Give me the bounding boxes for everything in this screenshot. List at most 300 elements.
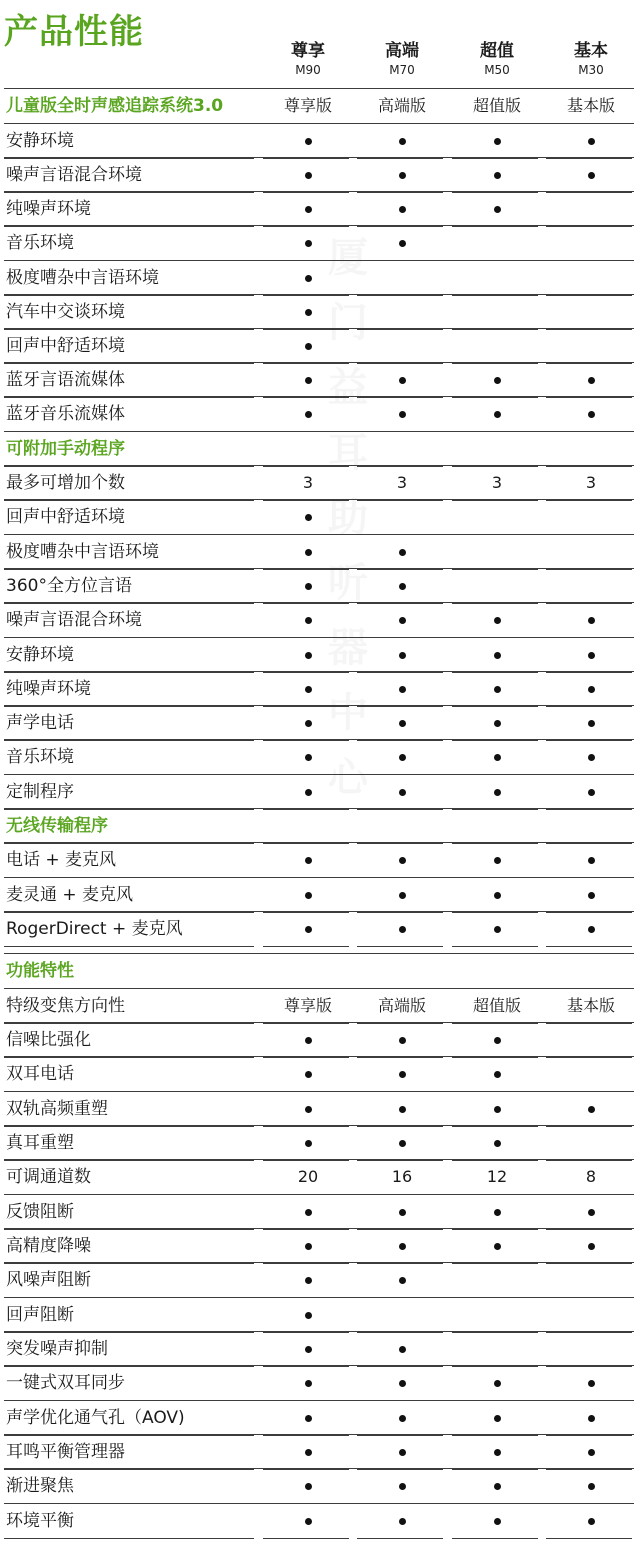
cell-value <box>357 809 447 843</box>
cell-value: 12 <box>486 1167 508 1186</box>
cell-underline <box>546 226 632 227</box>
cell-underline <box>357 672 443 673</box>
row-underline <box>4 1263 254 1264</box>
bullet-icon <box>494 720 501 727</box>
cell-underline <box>452 1366 538 1367</box>
supported-dot-icon <box>357 1195 447 1229</box>
row-underline <box>4 534 254 535</box>
supported-dot-icon <box>357 638 447 672</box>
cell-underline <box>357 500 443 501</box>
cell-underline <box>452 706 538 707</box>
cell-underline <box>452 397 538 398</box>
row-underline <box>4 1297 254 1298</box>
supported-dot-icon <box>452 363 542 397</box>
cell-underline <box>452 1126 538 1127</box>
cell-value <box>452 569 542 603</box>
cell-underline <box>357 706 443 707</box>
column-header-model: M50 <box>484 63 510 77</box>
supported-dot-icon <box>263 1332 353 1366</box>
bullet-icon <box>588 1106 595 1113</box>
cell-underline <box>263 534 349 535</box>
cell-underline <box>546 1435 632 1436</box>
cell-underline <box>452 534 538 535</box>
cell-underline <box>546 988 632 989</box>
cell-underline <box>452 740 538 741</box>
supported-dot-icon <box>546 672 636 706</box>
cell-underline <box>452 260 538 261</box>
bullet-icon <box>494 138 501 145</box>
cell-value <box>546 1263 636 1297</box>
cell-underline <box>546 329 632 330</box>
cell-value <box>546 261 636 295</box>
feature-label: 麦灵通 + 麦克风 <box>6 885 134 905</box>
cell-underline <box>357 1194 443 1195</box>
cell-value <box>452 226 542 260</box>
cell-underline <box>546 260 632 261</box>
cell-underline <box>357 534 443 535</box>
bullet-icon <box>588 1449 595 1456</box>
cell-underline <box>546 706 632 707</box>
feature-label: 渐进聚焦 <box>6 1476 74 1496</box>
supported-dot-icon <box>452 775 542 809</box>
feature-label: 音乐环境 <box>6 233 74 253</box>
column-header <box>263 40 353 86</box>
cell-underline <box>452 877 538 878</box>
bullet-icon <box>588 892 595 899</box>
supported-dot-icon <box>357 740 447 774</box>
bullet-icon <box>305 1277 312 1284</box>
bullet-icon <box>588 377 595 384</box>
supported-dot-icon <box>263 1195 353 1229</box>
supported-dot-icon <box>263 843 353 877</box>
feature-label: 声学电话 <box>6 713 74 733</box>
cell-underline <box>357 1091 443 1092</box>
bullet-icon <box>305 240 312 247</box>
table-row <box>0 1195 640 1229</box>
table-row <box>0 535 640 569</box>
bullet-icon <box>399 926 406 933</box>
bullet-icon <box>399 617 406 624</box>
cell-value <box>546 1298 636 1332</box>
bullet-icon <box>305 926 312 933</box>
cell-value <box>546 192 636 226</box>
cell-value: 8 <box>585 1167 597 1186</box>
cell-value <box>546 535 636 569</box>
feature-label: 突发噪声抑制 <box>6 1339 108 1359</box>
bullet-icon <box>305 789 312 796</box>
table-row <box>0 124 640 158</box>
bullet-icon <box>494 1518 501 1525</box>
bullet-icon <box>588 754 595 761</box>
cell-underline <box>546 534 632 535</box>
supported-dot-icon <box>452 1023 542 1057</box>
supported-dot-icon <box>546 1401 636 1435</box>
column-header-name: 尊享 <box>291 41 325 61</box>
bullet-icon <box>399 1380 406 1387</box>
watermark: 厦门益耳助听器中心 <box>328 235 368 801</box>
cell-value <box>546 569 636 603</box>
supported-dot-icon <box>263 192 353 226</box>
cell-underline <box>263 843 349 844</box>
cell-underline <box>546 466 632 467</box>
cell-value: 基本版 <box>566 96 615 115</box>
table-row <box>0 1298 640 1332</box>
cell-underline <box>263 1400 349 1401</box>
cell-underline <box>357 397 443 398</box>
supported-dot-icon <box>452 1092 542 1126</box>
row-underline <box>4 603 254 604</box>
row-underline <box>4 1091 254 1092</box>
table-row <box>0 1263 640 1297</box>
table-row <box>0 1366 640 1400</box>
bullet-icon <box>588 138 595 145</box>
cell-value <box>452 500 542 534</box>
supported-dot-icon <box>357 1366 447 1400</box>
cell-value <box>452 1263 542 1297</box>
supported-dot-icon <box>263 603 353 637</box>
supported-dot-icon <box>263 1469 353 1503</box>
feature-label: 蓝牙音乐流媒体 <box>6 404 125 424</box>
bullet-icon <box>399 583 406 590</box>
cell-underline <box>452 1435 538 1436</box>
bullet-icon <box>399 652 406 659</box>
supported-dot-icon <box>357 672 447 706</box>
cell-underline <box>452 158 538 159</box>
feature-label: 电话 + 麦克风 <box>6 850 117 870</box>
cell-underline <box>546 912 632 913</box>
cell-underline <box>452 295 538 296</box>
feature-label: 蓝牙言语流媒体 <box>6 370 125 390</box>
cell-underline <box>263 466 349 467</box>
supported-dot-icon <box>263 295 353 329</box>
bullet-icon <box>399 720 406 727</box>
cell-underline <box>263 260 349 261</box>
cell-underline <box>546 569 632 570</box>
cell-underline <box>452 1469 538 1470</box>
bullet-icon <box>305 1518 312 1525</box>
supported-dot-icon <box>357 1023 447 1057</box>
bullet-icon <box>305 720 312 727</box>
cell-underline <box>546 1366 632 1367</box>
row-underline <box>4 774 254 775</box>
table-row <box>0 1092 640 1126</box>
supported-dot-icon <box>357 535 447 569</box>
cell-underline <box>263 1435 349 1436</box>
section-title: 可附加手动程序 <box>6 439 125 459</box>
cell-underline <box>263 1194 349 1195</box>
row-underline <box>4 877 254 878</box>
cell-underline <box>546 603 632 604</box>
supported-dot-icon <box>357 1401 447 1435</box>
bullet-icon <box>588 652 595 659</box>
cell-underline <box>452 1194 538 1195</box>
bullet-icon <box>399 857 406 864</box>
row-underline <box>4 1400 254 1401</box>
bullet-icon <box>494 1415 501 1422</box>
cell-value <box>546 1126 636 1160</box>
bullet-icon <box>305 172 312 179</box>
row-underline <box>4 1538 254 1539</box>
row-underline <box>4 809 254 810</box>
cell-value <box>546 1057 636 1091</box>
cell-underline <box>357 1435 443 1436</box>
bullet-icon <box>399 754 406 761</box>
supported-dot-icon <box>357 775 447 809</box>
supported-dot-icon <box>263 1504 353 1538</box>
cell-underline <box>263 158 349 159</box>
bullet-icon <box>494 377 501 384</box>
table-row <box>0 843 640 877</box>
section-title: 功能特性 <box>6 961 74 981</box>
table-row <box>0 1504 640 1538</box>
supported-dot-icon <box>263 1092 353 1126</box>
feature-label: 噪声言语混合环境 <box>6 610 142 630</box>
cell-value <box>452 535 542 569</box>
section-header-row <box>0 954 640 988</box>
table-row <box>0 397 640 431</box>
cell-value: 高端版 <box>377 96 426 115</box>
cell-value <box>357 1298 447 1332</box>
supported-dot-icon <box>546 1366 636 1400</box>
cell-underline <box>263 363 349 364</box>
supported-dot-icon <box>452 843 542 877</box>
cell-underline <box>357 226 443 227</box>
cell-underline <box>263 1332 349 1333</box>
bullet-icon <box>494 1071 501 1078</box>
supported-dot-icon <box>546 158 636 192</box>
bullet-icon <box>588 1518 595 1525</box>
bullet-icon <box>399 206 406 213</box>
bullet-icon <box>588 926 595 933</box>
cell-underline <box>357 569 443 570</box>
supported-dot-icon <box>452 740 542 774</box>
cell-underline <box>452 1400 538 1401</box>
bullet-icon <box>399 1449 406 1456</box>
supported-dot-icon <box>263 569 353 603</box>
supported-dot-icon <box>452 1401 542 1435</box>
feature-label: 回声中舒适环境 <box>6 336 125 356</box>
cell-underline <box>263 123 349 124</box>
column-header <box>357 40 447 86</box>
supported-dot-icon <box>263 1366 353 1400</box>
bullet-icon <box>588 617 595 624</box>
cell-value <box>357 295 447 329</box>
cell-underline <box>263 912 349 913</box>
cell-value <box>452 809 542 843</box>
table-row <box>0 603 640 637</box>
table-row <box>0 1469 640 1503</box>
feature-label: 纯噪声环境 <box>6 679 91 699</box>
cell-underline <box>546 1160 632 1161</box>
cell-underline <box>452 946 538 947</box>
feature-label: 声学优化通气孔（AOV) <box>6 1408 185 1428</box>
bullet-icon <box>399 892 406 899</box>
supported-dot-icon <box>263 1435 353 1469</box>
bullet-icon <box>305 309 312 316</box>
supported-dot-icon <box>357 1092 447 1126</box>
cell-value <box>263 432 353 466</box>
supported-dot-icon <box>263 535 353 569</box>
table-row <box>0 989 640 1023</box>
row-underline <box>4 843 254 844</box>
bullet-icon <box>399 1209 406 1216</box>
cell-underline <box>452 329 538 330</box>
cell-underline <box>452 637 538 638</box>
bullet-icon <box>305 652 312 659</box>
bullet-icon <box>305 138 312 145</box>
supported-dot-icon <box>357 878 447 912</box>
cell-underline <box>263 706 349 707</box>
supported-dot-icon <box>452 158 542 192</box>
bullet-icon <box>494 1243 501 1250</box>
cell-value <box>263 809 353 843</box>
supported-dot-icon <box>263 1401 353 1435</box>
column-header-name: 超值 <box>480 41 514 61</box>
supported-dot-icon <box>263 878 353 912</box>
bullet-icon <box>305 892 312 899</box>
cell-value: 高端版 <box>377 996 426 1015</box>
bullet-icon <box>494 1037 501 1044</box>
row-underline <box>4 397 254 398</box>
row-underline <box>4 1435 254 1436</box>
table-row <box>0 569 640 603</box>
bullet-icon <box>494 857 501 864</box>
cell-value <box>452 1298 542 1332</box>
cell-underline <box>357 1297 443 1298</box>
table-row <box>0 363 640 397</box>
column-header-model: M70 <box>389 63 415 77</box>
cell-underline <box>357 877 443 878</box>
bullet-icon <box>399 411 406 418</box>
row-underline <box>4 1160 254 1161</box>
row-underline <box>4 1057 254 1058</box>
supported-dot-icon <box>263 1298 353 1332</box>
bullet-icon <box>399 1483 406 1490</box>
row-underline <box>4 672 254 673</box>
table-row <box>0 500 640 534</box>
feature-label: RogerDirect + 麦克风 <box>6 919 183 939</box>
feature-label: 特级变焦方向性 <box>6 996 125 1016</box>
cell-underline <box>546 774 632 775</box>
feature-label: 最多可增加个数 <box>6 473 125 493</box>
feature-label: 环境平衡 <box>6 1511 74 1531</box>
cell-underline <box>263 1160 349 1161</box>
cell-underline <box>452 500 538 501</box>
cell-value: 超值版 <box>472 996 521 1015</box>
bullet-icon <box>305 1312 312 1319</box>
supported-dot-icon <box>452 672 542 706</box>
cell-value <box>546 809 636 843</box>
cell-underline <box>452 1263 538 1264</box>
table-row <box>0 1057 640 1091</box>
cell-underline <box>263 1229 349 1230</box>
supported-dot-icon <box>263 124 353 158</box>
cell-value <box>452 1332 542 1366</box>
bullet-icon <box>305 1106 312 1113</box>
feature-label: 回声中舒适环境 <box>6 507 125 527</box>
cell-underline <box>263 431 349 432</box>
cell-underline <box>263 1057 349 1058</box>
supported-dot-icon <box>263 740 353 774</box>
bullet-icon <box>305 1415 312 1422</box>
table-row <box>0 295 640 329</box>
feature-label: 极度嘈杂中言语环境 <box>6 268 159 288</box>
cell-underline <box>357 192 443 193</box>
bullet-icon <box>305 617 312 624</box>
supported-dot-icon <box>546 1469 636 1503</box>
cell-underline <box>546 672 632 673</box>
table-row <box>0 192 640 226</box>
row-underline <box>4 500 254 501</box>
cell-underline <box>546 809 632 810</box>
row-underline <box>4 1194 254 1195</box>
supported-dot-icon <box>452 1366 542 1400</box>
cell-underline <box>357 1263 443 1264</box>
supported-dot-icon <box>357 706 447 740</box>
bullet-icon <box>494 686 501 693</box>
cell-underline <box>263 397 349 398</box>
bullet-icon <box>305 343 312 350</box>
bullet-icon <box>305 1346 312 1353</box>
table-row <box>0 1332 640 1366</box>
cell-underline <box>452 1503 538 1504</box>
cell-underline <box>452 1332 538 1333</box>
supported-dot-icon <box>263 158 353 192</box>
bullet-icon <box>305 686 312 693</box>
column-header-name: 基本 <box>574 41 608 61</box>
supported-dot-icon <box>263 329 353 363</box>
cell-underline <box>452 363 538 364</box>
cell-value <box>357 432 447 466</box>
bullet-icon <box>494 206 501 213</box>
supported-dot-icon <box>263 706 353 740</box>
feature-label: 安静环境 <box>6 645 74 665</box>
supported-dot-icon <box>546 124 636 158</box>
cell-underline <box>263 1126 349 1127</box>
cell-underline <box>357 774 443 775</box>
supported-dot-icon <box>263 1126 353 1160</box>
cell-underline <box>546 1332 632 1333</box>
cell-underline <box>357 1332 443 1333</box>
supported-dot-icon <box>357 192 447 226</box>
supported-dot-icon <box>452 1195 542 1229</box>
bullet-icon <box>494 1380 501 1387</box>
cell-underline <box>452 603 538 604</box>
supported-dot-icon <box>263 775 353 809</box>
cell-underline <box>263 988 349 989</box>
supported-dot-icon <box>357 1229 447 1263</box>
cell-underline <box>546 158 632 159</box>
cell-underline <box>546 192 632 193</box>
cell-underline <box>452 192 538 193</box>
cell-underline <box>546 843 632 844</box>
cell-underline <box>263 569 349 570</box>
row-underline <box>4 569 254 570</box>
cell-underline <box>357 466 443 467</box>
row-underline <box>4 988 254 989</box>
bullet-icon <box>305 754 312 761</box>
supported-dot-icon <box>357 158 447 192</box>
table-row <box>0 740 640 774</box>
bullet-icon <box>588 1243 595 1250</box>
supported-dot-icon <box>263 1229 353 1263</box>
cell-underline <box>546 397 632 398</box>
supported-dot-icon <box>546 1092 636 1126</box>
cell-underline <box>546 295 632 296</box>
supported-dot-icon <box>546 1435 636 1469</box>
cell-underline <box>263 226 349 227</box>
cell-value <box>546 226 636 260</box>
